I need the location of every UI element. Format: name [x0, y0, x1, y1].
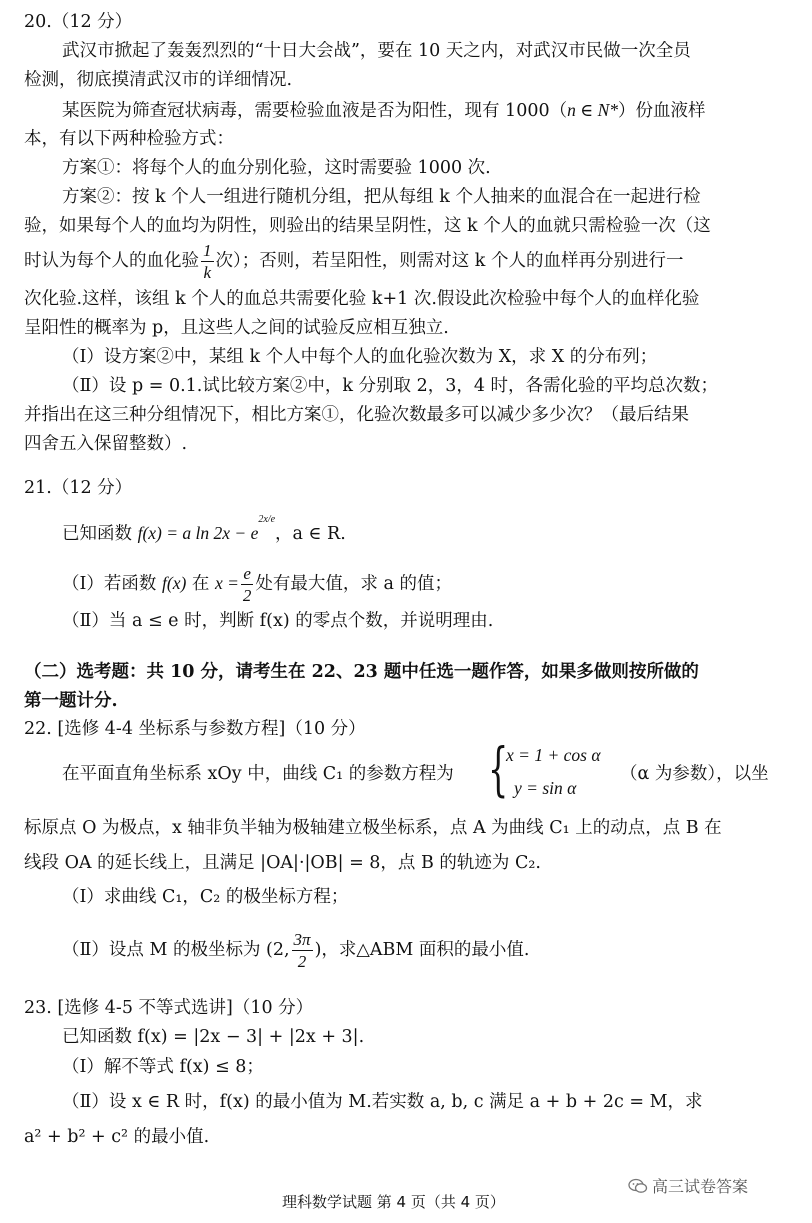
q20-part-ii-line3: 四舍五入保留整数）. — [24, 434, 188, 454]
q20-para2-line2: 本，有以下两种检验方式： — [24, 129, 234, 149]
q22-param-eq1: x = 1 + cos α — [506, 745, 601, 765]
q22-param-eq2: y = sin α — [514, 778, 577, 798]
q20-plan2-line4: 次化验.这样，该组 k 个人的血总共需要化验 k+1 次.假设此次检验中每个人的血样化验 — [24, 289, 700, 309]
q20-part-ii-line1: （Ⅱ）设 p = 0.1.试比较方案②中，k 分别取 2，3，4 时，各需化验的平均总次数； — [62, 376, 719, 396]
q20-para2-line1 — [62, 98, 706, 123]
q20-part-i: （Ⅰ）设方案②中，某组 k 个人中每个人的血化验次数为 X，求 X 的分布列； — [62, 347, 658, 367]
q20-part-ii-line2: 并指出在这三种分组情况下，相比方案①，化验次数最多可以减少多少次？（最后结果 — [24, 405, 689, 425]
q21-i-text-end: 处有最大值，求 a 的值； — [255, 574, 452, 594]
fraction-1-over-k — [201, 242, 214, 281]
q20-plan2-line3 — [24, 242, 683, 281]
q23-heading: 23. [选修 4-5 不等式选讲]（10 分） — [24, 998, 314, 1018]
q22-line1-end: （α 为参数），以坐 — [620, 764, 769, 784]
q23-part-i: （Ⅰ）解不等式 f(x) ≤ 8； — [62, 1057, 264, 1077]
frac-num: 1 — [203, 241, 212, 260]
q21-part-i — [62, 565, 452, 604]
q20-math-n: n ∈ N* — [567, 100, 618, 120]
q20-plan2-line2: 验，如果每个人的血均为阴性，则验出的结果呈阴性，这 k 个人的血就只需检验一次（这 — [24, 216, 711, 236]
q22-line3: 线段 OA 的延长线上，且满足 |OA|·|OB| = 8，点 B 的轨迹为 C₂. — [24, 853, 541, 873]
q22-ii-text: （Ⅱ）设点 M 的极坐标为 (2, — [62, 940, 290, 960]
q23-part-ii-line2: a² + b² + c² 的最小值. — [24, 1127, 210, 1147]
q21-heading: 21.（12 分） — [24, 478, 133, 498]
fraction-e-over-2 — [241, 565, 254, 604]
frac-den: 2 — [297, 952, 307, 971]
q20-para2-text-end: ）份血液样 — [618, 101, 706, 121]
section-header-line2: 第一题计分. — [24, 691, 118, 711]
q20-para1-line2: 检测，彻底摸清武汉市的详细情况. — [24, 70, 293, 90]
q20-plan2-line5: 呈阳性的概率为 p，且这些人之间的试验反应相互独立. — [24, 318, 449, 338]
q22-part-i: （Ⅰ）求曲线 C₁，C₂ 的极坐标方程； — [62, 887, 349, 907]
q23-function: 已知函数 f(x) = |2x − 3| + |2x + 3|. — [62, 1027, 365, 1047]
q21-function — [62, 514, 346, 546]
q21-part-ii: （Ⅱ）当 a ≤ e 时，判断 f(x) 的零点个数，并说明理由. — [62, 611, 494, 631]
q21-i-fx: f(x) — [162, 573, 187, 593]
q22-ii-text-end: )，求△ABM 面积的最小值. — [314, 940, 530, 960]
q20-plan2-text-end: 次）；否则，若呈阳性，则需对这 k 个人的血样再分别进行一 — [215, 251, 684, 271]
frac-num: e — [241, 565, 254, 585]
watermark — [628, 1174, 748, 1197]
q22-part-ii — [62, 931, 529, 970]
q22-line1-text: 在平面直角坐标系 xOy 中，曲线 C₁ 的参数方程为 — [62, 764, 454, 784]
fraction-3pi-over-2 — [292, 931, 313, 970]
q21-fn-exponent: 2x/e — [258, 514, 276, 526]
q21-i-text: （Ⅰ）若函数 — [62, 574, 157, 594]
q22-heading: 22. [选修 4-4 坐标系与参数方程]（10 分） — [24, 719, 366, 739]
q21-i-at: 在 — [191, 574, 210, 594]
page-footer: 理科数学试题 第 4 页（共 4 页） — [282, 1193, 505, 1211]
q22-line2: 标原点 O 为极点，x 轴非负半轴为极轴建立极坐标系，点 A 为曲线 C₁ 上的动点，点 B 在 — [24, 818, 722, 838]
q21-fn-label: 已知函数 — [62, 524, 132, 544]
frac-den: k — [203, 263, 212, 282]
wechat-icon — [628, 1178, 648, 1194]
frac-den: 2 — [242, 586, 252, 605]
q21-fn-domain: ，a ∈ R. — [275, 524, 346, 544]
section-header-line1: （二）选考题：共 10 分，请考生在 22、23 题中任选一题作答，如果多做则按所做的 — [24, 662, 699, 682]
frac-num: 3π — [293, 930, 311, 949]
q20-plan2-line1: 方案②：按 k 个人一组进行随机分组，把从每组 k 个人抽来的血混合在一起进行检 — [62, 187, 701, 207]
q21-i-x: x = — [214, 573, 239, 593]
q20-para2-text: 某医院为筛查冠状病毒，需要检验血液是否为阳性，现有 1000（ — [62, 101, 568, 121]
brace-symbol: { — [488, 735, 509, 803]
watermark-text: 高三试卷答案 — [652, 1177, 749, 1196]
q20-plan2-text: 时认为每个人的血化验 — [24, 251, 199, 271]
q20-plan1: 方案①：将每个人的血分别化验，这时需要验 1000 次. — [62, 158, 491, 178]
q23-part-ii-line1: （Ⅱ）设 x ∈ R 时，f(x) 的最小值为 M.若实数 a, b, c 满足 a + b + 2c = M，求 — [62, 1092, 703, 1112]
q20-heading: 20.（12 分） — [24, 12, 133, 32]
q20-para1-line1: 武汉市掀起了轰轰烈烈的“十日大会战”，要在 10 天之内，对武汉市民做一次全员 — [62, 41, 691, 61]
q21-fn-expr: f(x) = a ln 2x − e — [137, 523, 259, 543]
